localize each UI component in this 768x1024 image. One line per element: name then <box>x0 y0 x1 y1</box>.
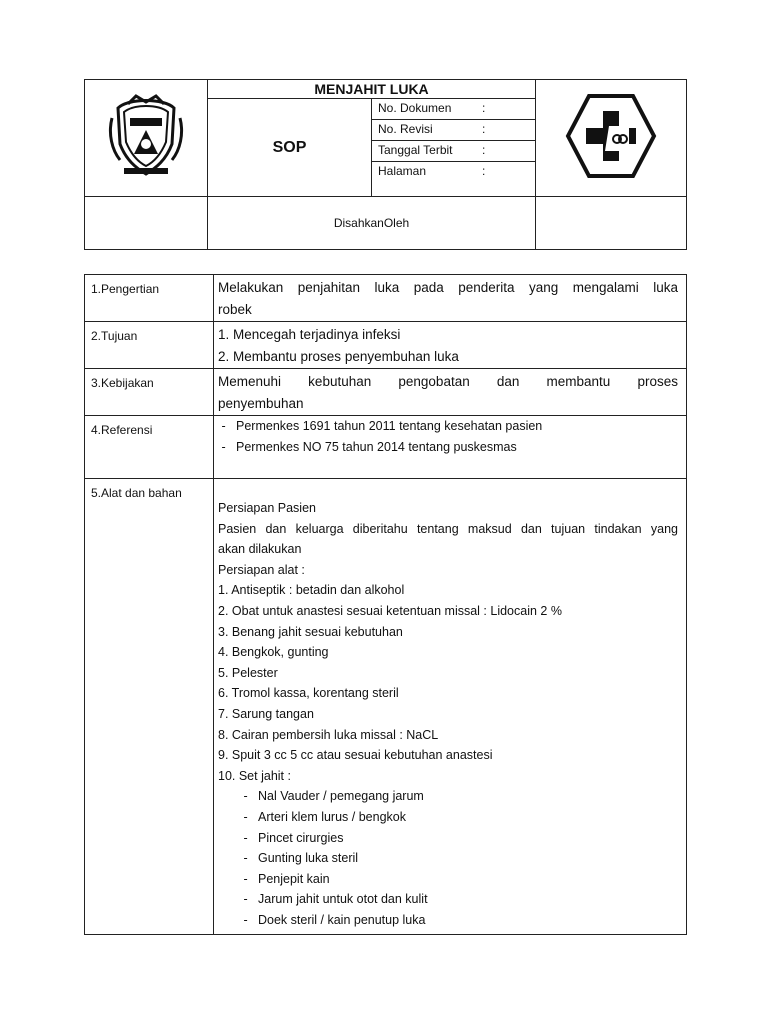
puskesmas-logo-icon <box>565 93 657 179</box>
persiapan-pasien-title: Persiapan Pasien <box>218 501 316 515</box>
alat-item: 8. Cairan pembersih luka missal : NaCL <box>218 727 439 742</box>
meta-no-revisi: No. Revisi : <box>372 120 536 141</box>
alat-item: 9. Spuit 3 cc 5 cc atau sesuai kebutuhan anastesi <box>218 748 493 763</box>
alat-item: 6. Tromol kassa, korentang steril <box>218 686 399 701</box>
persiapan-pasien-text: Pasien dan keluarga diberitahu tentang maksud dan tujuan tindakan yang <box>218 521 678 536</box>
referensi-label: 4.Referensi <box>85 416 214 479</box>
alat-item: 10. Set jahit : <box>218 768 291 783</box>
set-jahit-item: - Arteri klem lurus / bengkok <box>240 809 406 824</box>
referensi-content <box>214 416 687 479</box>
alat-content <box>214 479 687 935</box>
approved-by: DisahkanOleh <box>208 197 536 250</box>
meta-halaman: Halaman : <box>372 162 536 197</box>
referensi-item: - Permenkes NO 75 tahun 2014 tentang puskesmas <box>218 439 517 454</box>
puskesmas-logo-cell <box>536 80 687 197</box>
sop-label: SOP <box>208 99 372 197</box>
alat-item: 7. Sarung tangan <box>218 706 314 721</box>
sop-header-table <box>84 79 687 250</box>
alat-item: 5. Pelester <box>218 665 278 680</box>
referensi-item: - Permenkes 1691 tahun 2011 tentang kesehatan pasien <box>218 419 543 433</box>
sop-content-table <box>84 274 687 935</box>
approval-blank-left <box>85 197 208 250</box>
alat-item: 4. Bengkok, gunting <box>218 645 329 660</box>
persiapan-pasien-text-cont: akan dilakukan <box>218 542 302 557</box>
alat-label: 5.Alat dan bahan <box>85 479 214 935</box>
set-jahit-item: - Gunting luka steril <box>240 851 359 866</box>
regional-emblem-cell <box>85 80 208 197</box>
persiapan-alat-title: Persiapan alat : <box>218 562 305 577</box>
alat-item: 2. Obat untuk anastesi sesuai ketentuan missal : Lidocain 2 % <box>218 603 562 618</box>
set-jahit-item: - Doek steril / kain penutup luka <box>240 912 426 927</box>
alat-item: 3. Benang jahit sesuai kebutuhan <box>218 624 403 639</box>
regional-emblem-icon <box>106 94 186 178</box>
meta-tanggal-terbit: Tanggal Terbit : <box>372 141 536 162</box>
set-jahit-item: - Nal Vauder / pemegang jarum <box>240 789 424 804</box>
tujuan-item: 1. Mencegah terjadinya infeksi <box>218 327 401 342</box>
alat-item: 1. Antiseptik : betadin dan alkohol <box>218 583 405 598</box>
kebijakan-label: 3.Kebijakan <box>85 369 214 416</box>
set-jahit-item: - Jarum jahit untuk otot dan kulit <box>240 892 428 907</box>
tujuan-label: 2.Tujuan <box>85 322 214 369</box>
meta-no-dokumen: No. Dokumen : <box>372 99 536 120</box>
tujuan-item: 2. Membantu proses penyembuhan luka <box>218 349 459 364</box>
set-jahit-item: - Penjepit kain <box>240 871 330 886</box>
approval-blank-right <box>536 197 687 250</box>
kebijakan-content: Memenuhi kebutuhan pengobatan dan membantu proses penyembuhan <box>214 369 687 416</box>
pengertian-content: Melakukan penjahitan luka pada penderita yang mengalami luka robek <box>214 275 687 322</box>
pengertian-label: 1.Pengertian <box>85 275 214 322</box>
document-title: MENJAHIT LUKA <box>208 80 536 99</box>
set-jahit-item: - Pincet cirurgies <box>240 830 344 845</box>
tujuan-content <box>214 322 687 369</box>
